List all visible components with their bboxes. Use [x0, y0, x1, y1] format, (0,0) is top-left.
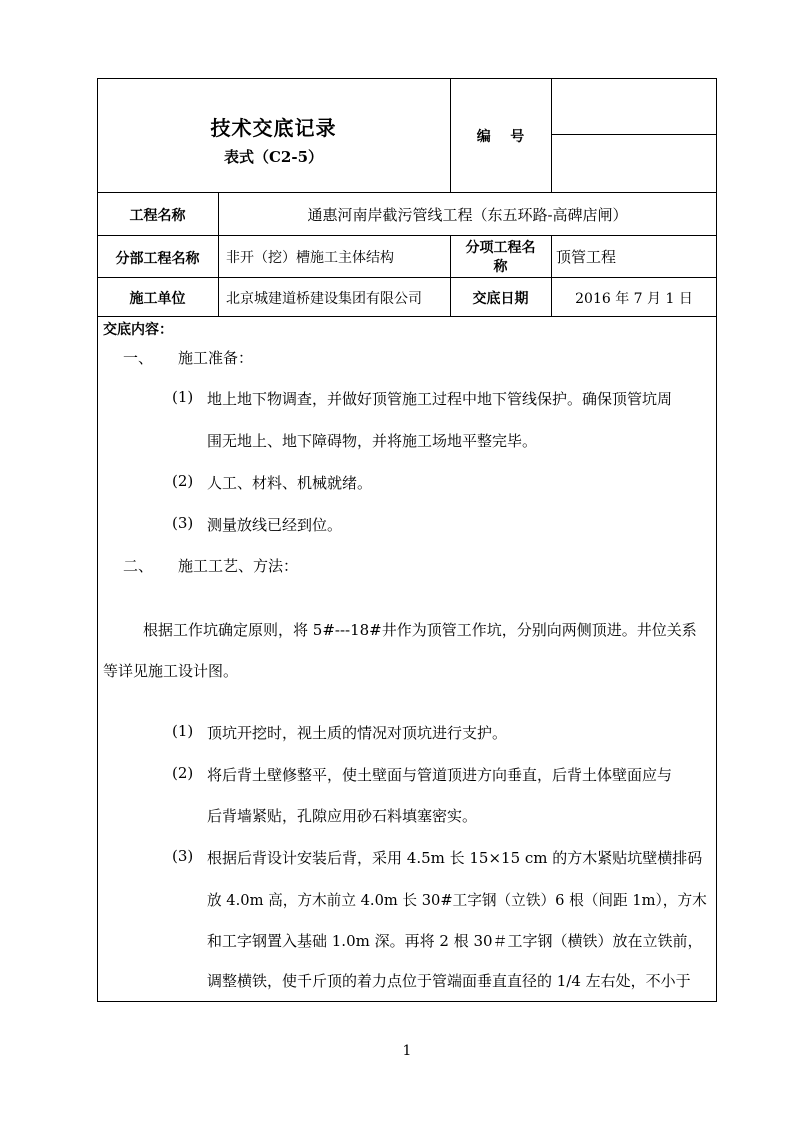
item-text: 测量放线已经到位。	[207, 516, 343, 534]
table-divider	[97, 192, 717, 193]
section-number: 一、	[123, 349, 154, 367]
division-value: 非开（挖）槽施工主体结构	[226, 250, 394, 266]
item-text: 顶坑开挖时，视土质的情况对顶坑进行支护。	[207, 724, 508, 742]
item-text: 和工字钢置入基础 1.0m 深。再将 2 根 30＃工字钢（横铁）放在立铁前，	[207, 932, 703, 950]
item-number: (1)	[172, 388, 194, 406]
section-title: 施工工艺、方法：	[178, 557, 299, 575]
item-text: 后背墙紧贴，孔隙应用砂石料填塞密实。	[207, 807, 478, 825]
table-divider	[97, 235, 717, 236]
item-number: (3)	[172, 847, 194, 865]
item-text: 将后背土壁修整平，使土壁面与管道顶进方向垂直，后背土体壁面应与	[207, 766, 673, 784]
item-text: 根据后背设计安装后背，采用 4.5m 长 15×15 cm 的方木紧贴坑壁横排码	[207, 849, 703, 867]
section-title: 施工准备：	[178, 349, 254, 367]
table-divider	[97, 277, 717, 278]
document-title: 技术交底记录	[210, 116, 337, 140]
subitem-value: 顶管工程	[556, 248, 617, 266]
paragraph-text: 等详见施工设计图。	[103, 662, 239, 680]
unit-label: 施工单位	[129, 291, 186, 307]
item-number: (2)	[172, 764, 194, 782]
subitem-label-cont: 称	[493, 259, 508, 275]
item-number: (2)	[172, 472, 194, 490]
section-number: 二、	[123, 557, 154, 575]
table-divider	[551, 78, 552, 192]
item-text: 调整横铁，使千斤顶的着力点位于管端面垂直直径的 1/4 左右处，不小于	[207, 972, 691, 990]
table-divider	[97, 316, 717, 317]
project-name-label: 工程名称	[129, 208, 186, 224]
item-text: 人工、材料、机械就绪。	[207, 474, 373, 492]
division-label: 分部工程名称	[115, 251, 200, 267]
item-number: (1)	[172, 722, 194, 740]
unit-value: 北京城建道桥建设集团有限公司	[226, 291, 422, 307]
item-number: (3)	[172, 514, 194, 532]
date-value: 2016 年 7 月 1 日	[575, 291, 693, 307]
paragraph-text: 根据工作坑确定原则，将 5#---18#井作为顶管工作坑，分别向两侧顶进。井位关系	[143, 621, 697, 639]
number-label: 编 号	[476, 129, 525, 145]
date-label: 交底日期	[472, 291, 529, 307]
item-text: 围无地上、地下障碍物，并将施工场地平整完毕。	[207, 432, 538, 450]
item-text: 地上地下物调查，并做好顶管施工过程中地下管线保护。确保顶管坑周	[207, 390, 673, 408]
content-heading: 交底内容：	[103, 322, 173, 338]
item-text: 放 4.0m 高，方木前立 4.0m 长 30#工字钢（立铁）6 根（间距 1m），方木	[207, 892, 707, 909]
subitem-label: 分项工程名	[465, 240, 536, 256]
project-name: 通惠河南岸截污管线工程（东五环路-高碑店闸）	[307, 206, 628, 224]
table-divider	[551, 134, 717, 135]
form-code: 表式（C2-5）	[223, 148, 324, 166]
page-number: 1	[402, 1043, 412, 1059]
